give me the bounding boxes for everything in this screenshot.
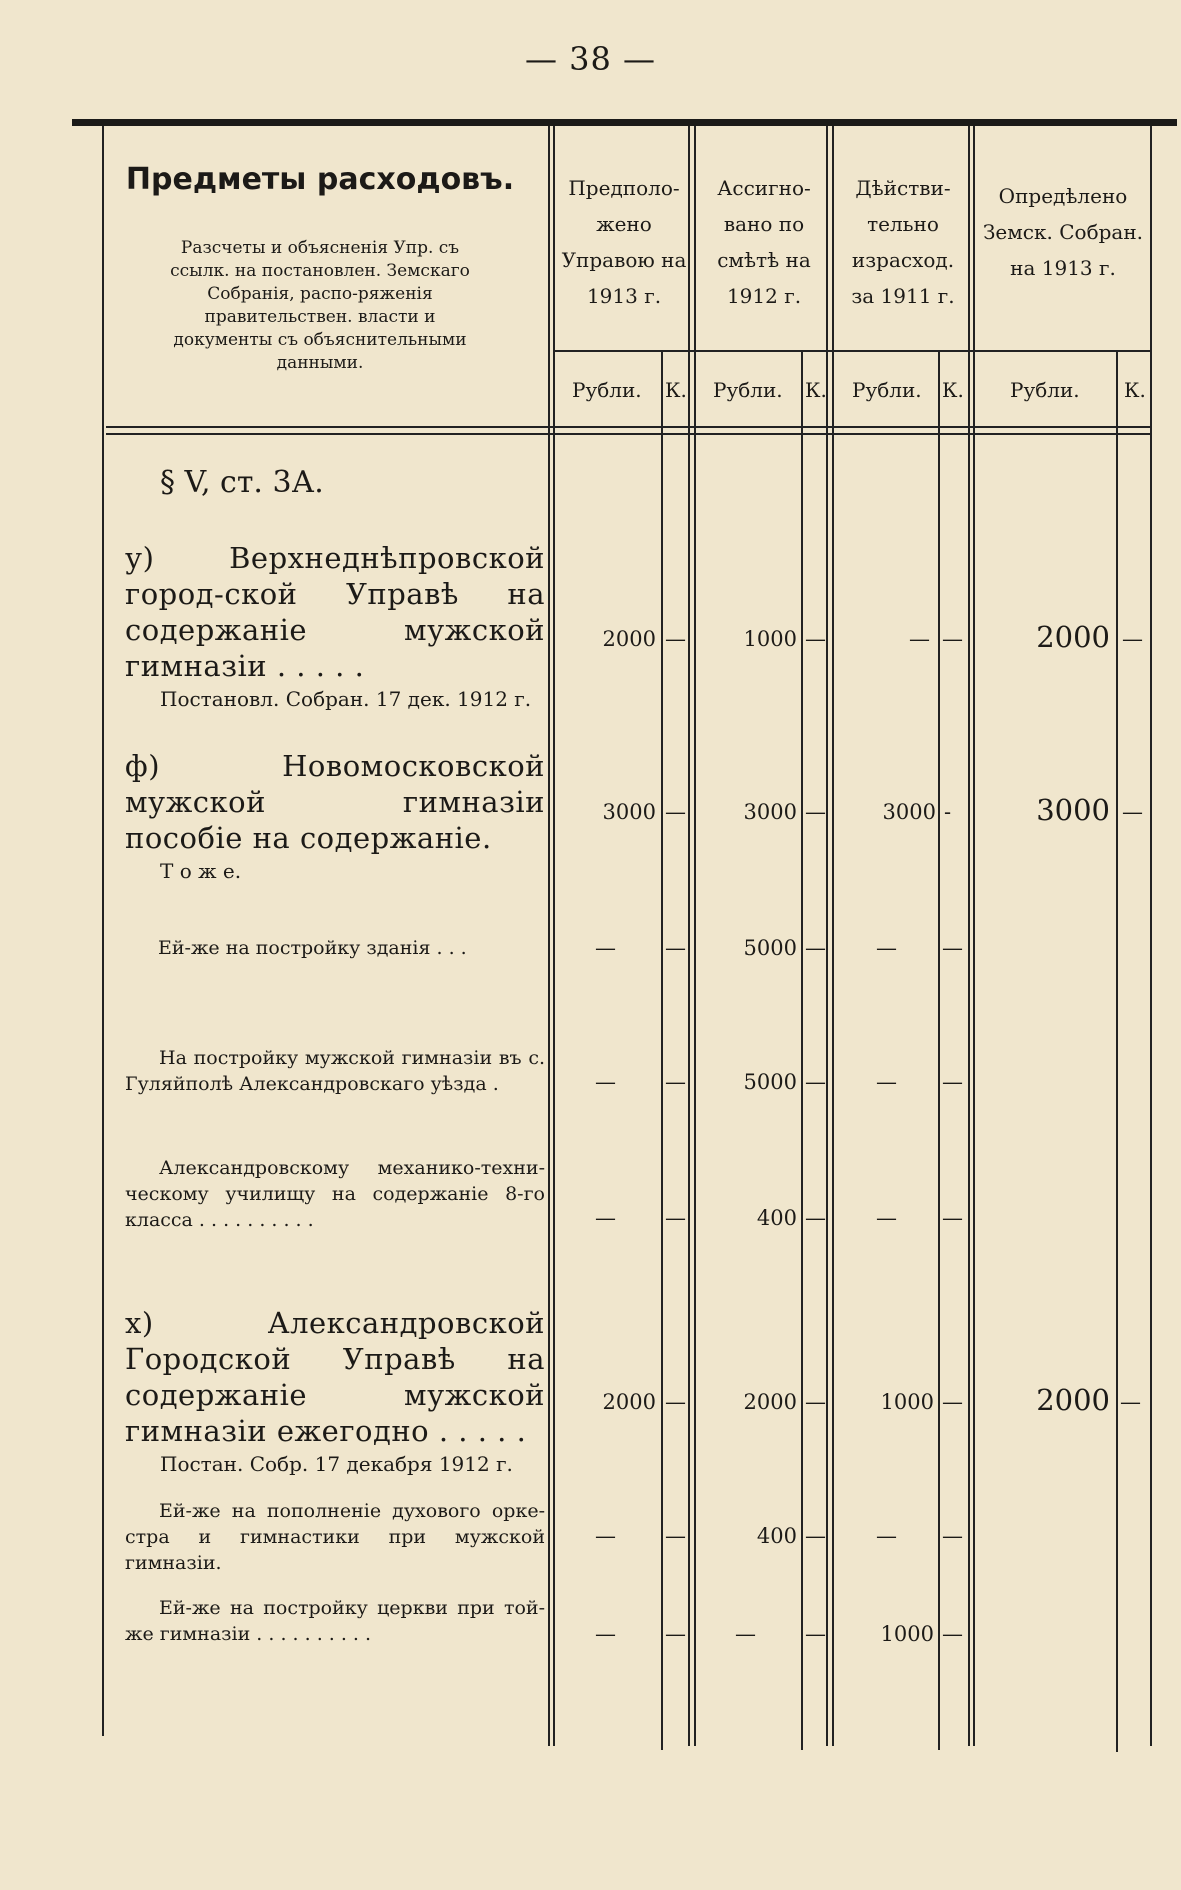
row-value-planned: — xyxy=(595,1622,616,1646)
col1-rub-label: Рубли. xyxy=(572,378,642,402)
row-value-planned: 2000 xyxy=(602,627,656,651)
col2-kop-label: К. xyxy=(805,378,827,402)
kop-divider-2 xyxy=(801,350,803,1750)
row-kop: — xyxy=(1122,627,1143,651)
list-item xyxy=(125,1045,545,1097)
row-value-assigned: 1000 xyxy=(743,627,797,651)
list-item xyxy=(125,540,545,714)
row-value-approved: 2000 xyxy=(1036,620,1110,654)
page-number: — 38 — xyxy=(524,40,657,78)
row-value-spent: 3000 xyxy=(882,800,936,824)
row-value-assigned: 400 xyxy=(756,1206,797,1230)
table-left-border xyxy=(102,126,104,1736)
row-kop: — xyxy=(805,1622,826,1646)
list-item xyxy=(125,1498,545,1576)
row-title: ф) Новомосковской мужской гимназіи пособіе на содержаніе. xyxy=(125,749,545,855)
row-title: х) Александровской Городской Управѣ на содержаніе мужской гимназіи ежегодно . . . . . xyxy=(125,1306,545,1448)
row-kop: - xyxy=(944,800,952,824)
table-top-rule xyxy=(72,119,1177,126)
row-kop: — xyxy=(942,1524,963,1548)
col-divider-3b xyxy=(832,126,834,1746)
col3-kop-label: К. xyxy=(942,378,964,402)
row-note: Постан. Собр. 17 декабря 1912 г. xyxy=(160,1452,513,1476)
row-kop: — xyxy=(1120,1390,1141,1414)
col3-rub-label: Рубли. xyxy=(852,378,922,402)
row-kop: — xyxy=(805,800,826,824)
row-value-planned: — xyxy=(595,1524,616,1548)
col-divider-2b xyxy=(694,126,696,1746)
row-value-spent: — xyxy=(909,627,930,651)
row-value-spent: — xyxy=(876,936,897,960)
row-kop: — xyxy=(942,1206,963,1230)
col1-kop-label: К. xyxy=(665,378,687,402)
header-bottom-rule xyxy=(106,426,1150,428)
row-title: Александровскому механико-техни-ческому училищу на содержаніе 8-го класса . . . . . . . . . . xyxy=(125,1157,545,1231)
header-bottom-rule-2 xyxy=(106,433,1150,435)
row-kop: — xyxy=(665,1390,686,1414)
col4-header: Опредѣлено Земск. Собран. на 1913 г. xyxy=(982,184,1144,280)
row-value-planned: — xyxy=(595,1070,616,1094)
kop-divider-4 xyxy=(1116,352,1118,1752)
row-kop: — xyxy=(942,1390,963,1414)
col-divider-4 xyxy=(968,126,970,1746)
col3-header: Дѣйстви-тельно израсход. за 1911 г. xyxy=(851,176,955,308)
row-kop: — xyxy=(805,1390,826,1414)
col4-rub-label: Рубли. xyxy=(1010,378,1080,402)
row-title: Ей-же на пополненіе духового орке-стра и гимнастики при мужской гимназіи. xyxy=(125,1500,545,1574)
row-kop: — xyxy=(665,1206,686,1230)
col4-kop-label: К. xyxy=(1124,378,1146,402)
row-kop: — xyxy=(665,627,686,651)
col-divider-4b xyxy=(973,126,975,1746)
row-value-spent: — xyxy=(876,1524,897,1548)
row-kop: — xyxy=(805,1206,826,1230)
col1-header: Предполо-жено Управою на 1913 г. xyxy=(561,176,687,308)
col2-header: Ассигно-вано по смѣтѣ на 1912 г. xyxy=(717,176,811,308)
row-kop: — xyxy=(805,627,826,651)
row-kop: — xyxy=(665,936,686,960)
row-kop: — xyxy=(665,1070,686,1094)
row-kop: — xyxy=(805,1070,826,1094)
row-title: у) Верхнеднѣпровской город-ской Управѣ на содержаніе мужской гимназіи . . . . . xyxy=(125,541,545,683)
row-note: Т о ж е. xyxy=(160,859,242,883)
row-kop: — xyxy=(942,1070,963,1094)
list-item xyxy=(125,748,545,886)
row-value-spent: — xyxy=(876,1206,897,1230)
row-kop: — xyxy=(942,936,963,960)
row-kop: — xyxy=(805,1524,826,1548)
header-subtitle: Разсчеты и объясненія Упр. съ ссылк. на постановлен. Земскаго Собранія, распо-ряженія правительствен. власти и документы съ объяснительными данными. xyxy=(170,238,470,373)
list-item xyxy=(125,1155,545,1233)
row-value-planned: 3000 xyxy=(602,800,656,824)
row-title: Ей-же на постройку церкви при той-же гимназіи . . . . . . . . . . xyxy=(125,1597,545,1645)
row-value-planned: — xyxy=(595,1206,616,1230)
row-title: Ей-же на постройку зданія . . . xyxy=(158,937,467,959)
row-kop: — xyxy=(1122,800,1143,824)
row-value-assigned: 400 xyxy=(756,1524,797,1548)
section-heading: § V, ст. 3А. xyxy=(160,465,324,500)
row-value-planned: — xyxy=(595,936,616,960)
row-value-assigned: 2000 xyxy=(743,1390,797,1414)
row-value-assigned: 5000 xyxy=(743,1070,797,1094)
row-note: Постановл. Собран. 17 дек. 1912 г. xyxy=(160,687,532,711)
row-title: На постройку мужской гимназіи въ с. Гуляйполѣ Александровскаго уѣзда . xyxy=(125,1047,545,1095)
row-value-assigned: — xyxy=(735,1622,756,1646)
row-kop: — xyxy=(805,936,826,960)
row-value-planned: 2000 xyxy=(602,1390,656,1414)
row-value-assigned: 3000 xyxy=(743,800,797,824)
row-value-spent: — xyxy=(876,1070,897,1094)
row-kop: — xyxy=(665,1622,686,1646)
row-value-approved: 2000 xyxy=(1036,1383,1110,1417)
row-kop: — xyxy=(942,1622,963,1646)
row-kop: — xyxy=(942,627,963,651)
list-item xyxy=(125,1595,545,1647)
col2-rub-label: Рубли. xyxy=(713,378,783,402)
row-value-spent: 1000 xyxy=(880,1622,934,1646)
header-title: Предметы расходовъ. xyxy=(125,162,515,197)
row-value-approved: 3000 xyxy=(1036,793,1110,827)
row-kop: — xyxy=(665,800,686,824)
col-divider-1b xyxy=(553,126,555,1746)
list-item xyxy=(158,935,545,961)
col-divider-2 xyxy=(688,126,690,1746)
list-item xyxy=(125,1305,545,1479)
table-right-border xyxy=(1150,126,1152,1746)
col-divider-1 xyxy=(548,126,550,1746)
row-value-spent: 1000 xyxy=(880,1390,934,1414)
col-divider-3 xyxy=(826,126,828,1746)
kop-divider-3 xyxy=(938,350,940,1750)
kop-divider-1 xyxy=(661,350,663,1750)
row-kop: — xyxy=(665,1524,686,1548)
unit-row-top xyxy=(553,350,1150,352)
row-value-assigned: 5000 xyxy=(743,936,797,960)
